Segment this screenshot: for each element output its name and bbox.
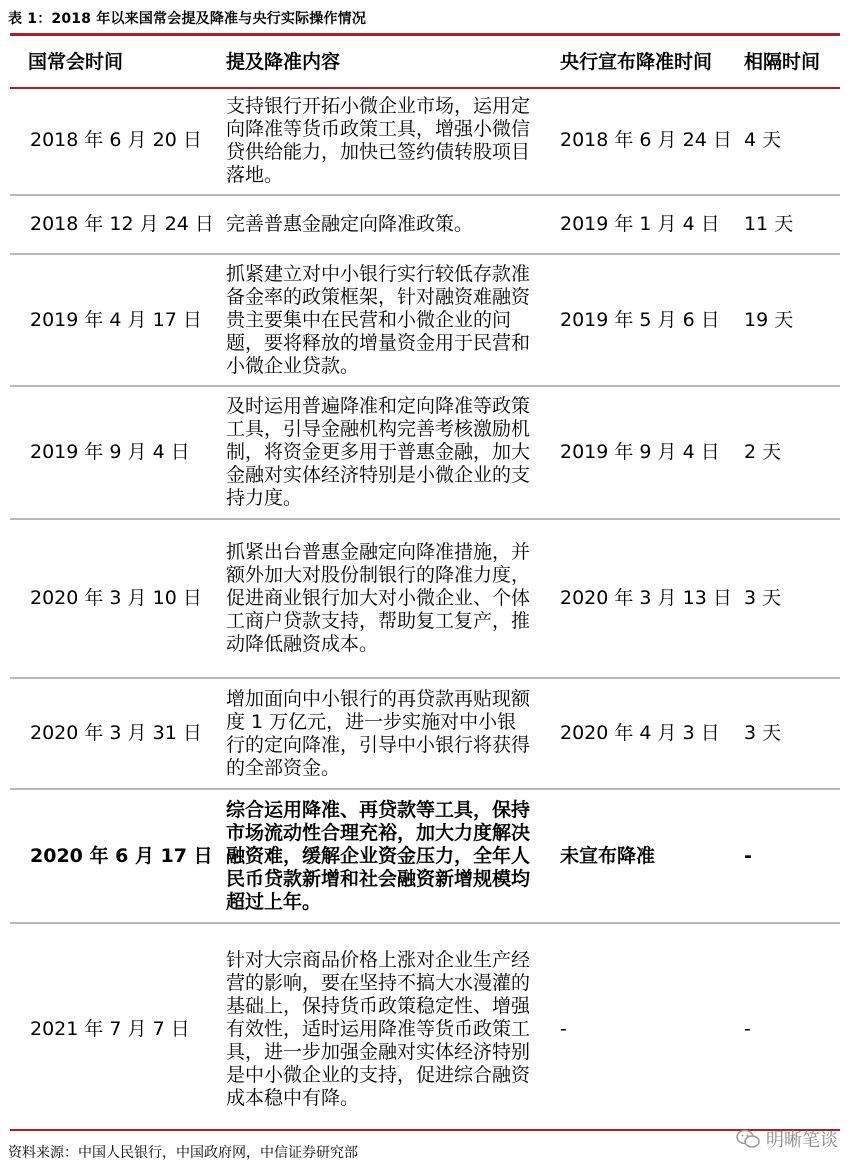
row-pboc-date: 2019 年 5 月 6 日 — [546, 254, 732, 386]
row-gap: 2 天 — [732, 386, 840, 519]
row-content: 完善普惠金融定向降准政策。 — [216, 195, 546, 254]
row-meeting-date: 2020 年 6 月 17 日 — [10, 789, 216, 923]
row-gap: 19 天 — [732, 254, 840, 386]
source-note: 资料来源：中国人民银行，中国政府网，中信证券研究部 — [8, 1145, 358, 1161]
row-meeting-date: 2021 年 7 月 7 日 — [30, 1018, 190, 1040]
policy-table — [10, 36, 840, 1135]
row-pboc-date: 2018 年 6 月 24 日 — [546, 87, 732, 195]
row-content: 综合运用降准、再贷款等工具，保持市场流动性合理充裕，加大力度解决融资难，缓解企业资金压力，全年人民币贷款新增和社会融资新增规模均超过上年。 — [216, 789, 546, 923]
table-caption: 表 1：2018 年以来国常会提及降准与央行实际操作情况 — [8, 11, 367, 27]
row-meeting-date: 2018 年 6 月 20 日 — [10, 87, 216, 195]
table-row — [10, 386, 840, 519]
header-content: 提及降准内容 — [226, 50, 341, 73]
table-row — [10, 254, 840, 386]
row-content: 抓紧出台普惠金融定向降准措施，并额外加大对股份制银行的降准力度，促进商业银行加大对小微企业、个体工商户贷款支持，帮助复工复产，推动降低融资成本。 — [216, 519, 546, 678]
row-gap: 4 天 — [732, 87, 840, 195]
row-gap: 11 天 — [732, 195, 840, 254]
header-meeting-date: 国常会时间 — [28, 50, 124, 73]
row-content: 针对大宗商品价格上涨对企业生产经营的影响，要在坚持不搞大水漫灌的基础上，保持货币政策稳定性、增强有效性，适时运用降准等货币政策工具，进一步加强金融对实体经济特别是中小微企业的支持，促进综合融资成本稳中有降。 — [226, 949, 531, 1109]
row-content: 抓紧建立对中小银行实行较低存款准备金率的政策框架，针对融资难融资贵主要集中在民营和小微企业的问题，要将释放的增量资金用于民营和小微企业贷款。 — [216, 254, 546, 386]
table-bottom-rule — [10, 1129, 840, 1131]
row-pboc-date: 2019 年 9 月 4 日 — [546, 386, 732, 519]
row-pboc-date: 未宣布降准 — [546, 789, 732, 923]
wechat-icon — [736, 1129, 760, 1149]
row-meeting-date: 2019 年 4 月 17 日 — [10, 254, 216, 386]
row-pboc-date: 2019 年 1 月 4 日 — [546, 195, 732, 254]
row-pboc-date: 2020 年 4 月 3 日 — [546, 678, 732, 789]
row-meeting-date: 2020 年 3 月 31 日 — [10, 678, 216, 789]
header-gap: 相隔时间 — [744, 50, 821, 73]
watermark-text: 明晰笔谈 — [766, 1130, 838, 1151]
table-row — [10, 923, 840, 1135]
header-pboc-date: 央行宣布降准时间 — [560, 50, 713, 73]
table-row — [10, 195, 840, 254]
row-meeting-date: 2020 年 3 月 10 日 — [10, 519, 216, 678]
row-pboc-date: - — [560, 1018, 567, 1040]
table-row — [10, 87, 840, 195]
row-gap: - — [732, 789, 840, 923]
table-row — [10, 789, 840, 923]
row-pboc-date: 2020 年 3 月 13 日 — [546, 519, 732, 678]
watermark — [736, 1126, 838, 1152]
row-content: 及时运用普遍降准和定向降准等政策工具，引导金融机构完善考核激励机制，将资金更多用于普惠金融，加大金融对实体经济特别是小微企业的支持力度。 — [216, 386, 546, 519]
table-row — [10, 678, 840, 789]
row-meeting-date: 2019 年 9 月 4 日 — [10, 386, 216, 519]
row-content: 支持银行开拓小微企业市场，运用定向降准等货币政策工具，增强小微信贷供给能力，加快已签约债转股项目落地。 — [216, 87, 546, 195]
row-content: 增加面向中小银行的再贷款再贴现额度 1 万亿元，进一步实施对中小银行的定向降准，引导中小银行将获得的全部资金。 — [216, 678, 546, 789]
row-meeting-date: 2018 年 12 月 24 日 — [10, 195, 216, 254]
row-gap: 3 天 — [732, 519, 840, 678]
row-gap: - — [744, 1018, 751, 1040]
table-row — [10, 519, 840, 678]
row-gap: 3 天 — [732, 678, 840, 789]
table-header-row — [10, 36, 840, 87]
